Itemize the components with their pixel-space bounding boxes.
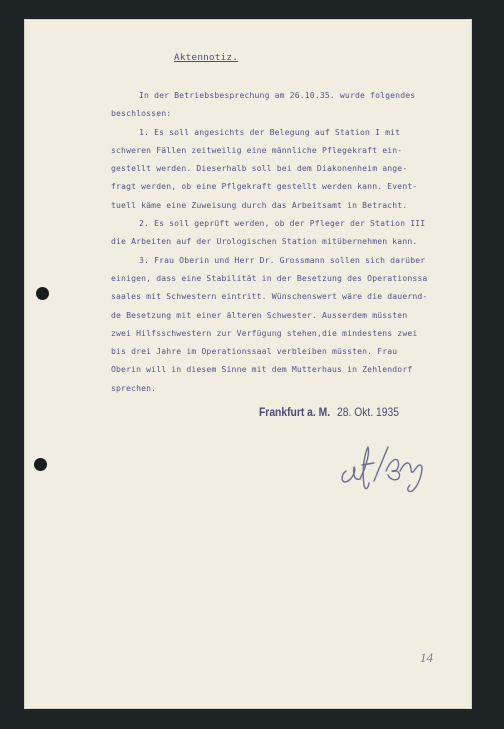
body-line: 2. Es soll geprüft werden, ob der Pfleger der Station III [139,218,426,229]
date-stamp [259,405,399,419]
body-line: einigen, dass eine Stabilität in der Besetzung des Operationssa [111,272,428,283]
body-line: 1. Es soll angesichts der Belegung auf Station I mit [139,126,401,137]
handwritten-signature [338,441,430,493]
body-line: die Arbeiten auf der Urologischen Station mitübernehmen kann. [111,236,418,247]
body-line: de Besetzung mit einer älteren Schwester. Ausserdem müssten [111,309,408,320]
body-line: saales mit Schwestern eintritt. Wünschenswert wäre die dauernd- [111,291,428,302]
punch-hole [36,287,49,300]
body-line: bis drei Jahre im Operationssaal verbleiben müssten. Frau [111,346,398,357]
body-line: gestellt werden. Dieserhalb soll bei dem Diakonenheim ange- [111,163,408,174]
stamp-date: 28. Okt. 1935 [336,405,399,419]
body-line: 3. Frau Oberin und Herr Dr. Grossmann sollen sich darüber [139,254,426,265]
body-line: In der Betriebsbesprechung am 26.10.35. wurde folgendes [139,90,416,100]
body-line: zwei Hilfsschwestern zur Verfügung stehen,die mindestens zwei [111,327,418,338]
page-number: 14 [420,650,433,665]
document-title: Aktennotiz. [174,52,239,63]
body-line: schweren Fällen zeitweilig eine männliche Pflegekraft ein- [111,144,403,155]
body-line: fragt werden, ob eine Pflgekraft gestellt werden kann. Event- [111,181,418,192]
body-line: beschlossen: [111,108,172,119]
stamp-place: Frankfurt a. M. [259,405,331,419]
body-line: Oberin will in diesem Sinne mit dem Mutterhaus in Zehlendorf [111,364,413,375]
body-line: sprechen. [111,382,157,393]
body-line: tuell käme eine Zuweisung durch das Arbeitsamt in Betracht. [111,199,408,210]
document-body [111,86,461,397]
punch-hole [34,458,47,471]
